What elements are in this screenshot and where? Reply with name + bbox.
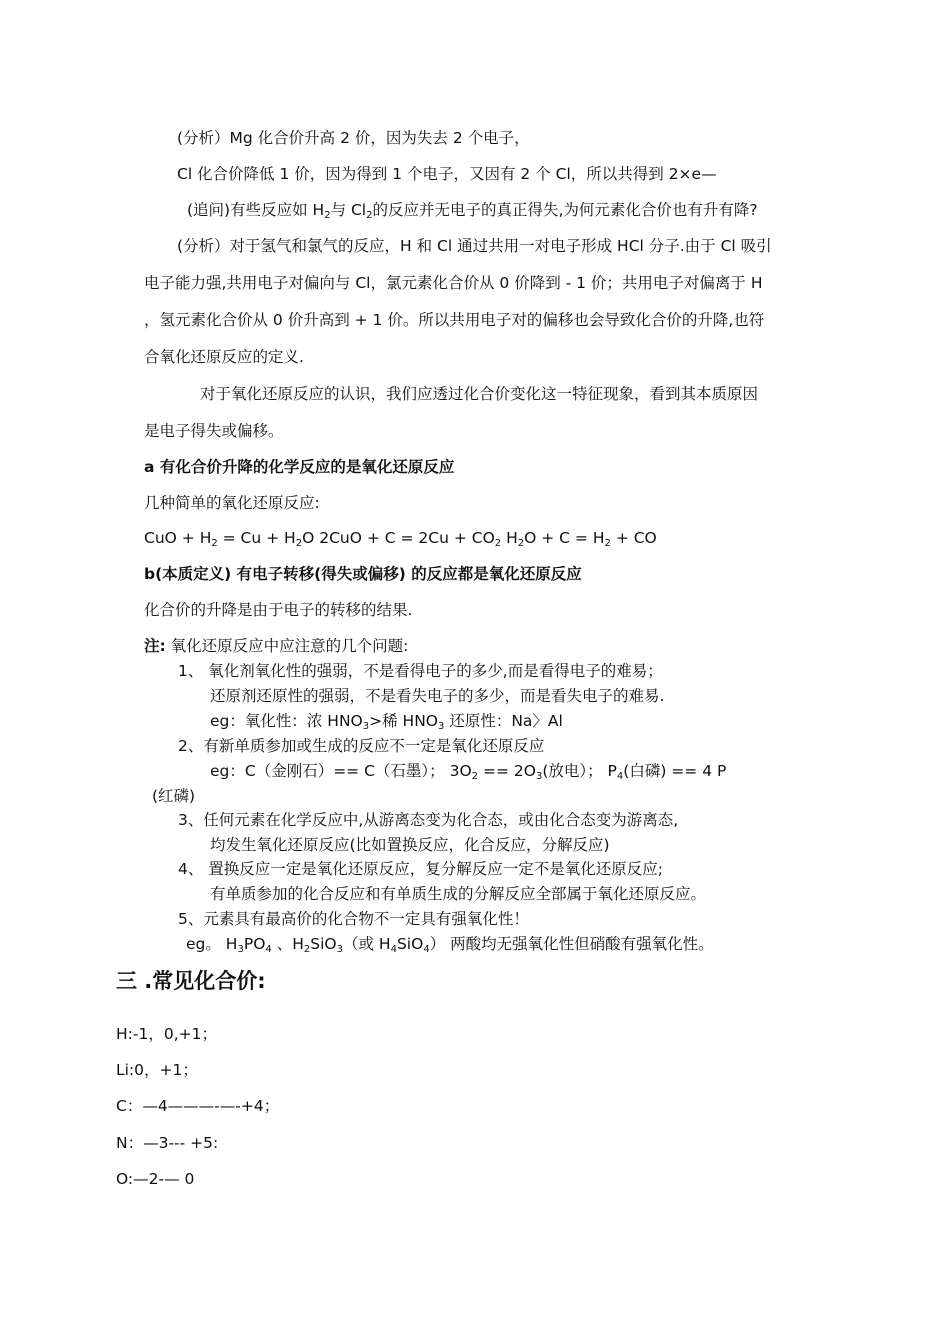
essence-line1: 对于氧化还原反应的认识，我们应透过化合价变化这一特征现象，看到其本质原因	[200, 385, 759, 403]
notes-title: 注: 氧化还原反应中应注意的几个问题:	[144, 637, 409, 655]
note-3-line1: 3、任何元素在化学反应中,从游离态变为化合态，或由化合态变为游离态,	[178, 811, 679, 829]
note-2-example-cont: (红磷)	[152, 787, 196, 805]
essence-line2: 是电子得失或偏移。	[144, 422, 284, 440]
note-3-line2: 均发生氧化还原反应(比如置换反应，化合反应，分解反应)	[210, 836, 610, 854]
note-1-line2: 还原剂还原性的强弱，不是看失电子的多少，而是看失电子的难易.	[210, 687, 665, 705]
analysis-hcl-line1: (分析）对于氢气和氯气的反应，H 和 Cl 通过共用一对电子形成 HCl 分子.由于 Cl 吸引	[177, 237, 772, 255]
valence-h: H:-1，0,+1；	[116, 1025, 217, 1043]
follow-up-question: (追问)有些反应如 $H_2$与 $Cl_2$的反应并无电子的真正得失,为何元素化合价也有升有降?	[187, 201, 758, 221]
simple-reactions-title: 几种简单的氧化还原反应:	[144, 494, 320, 512]
analysis-hcl-line3: ，氢元素化合价从 0 价升高到 + 1 价。所以共用电子对的偏移也会导致化合价的升降,也符	[144, 311, 765, 329]
valence-li: Li:0，+1；	[116, 1061, 198, 1079]
valence-o: O:—2-— 0	[116, 1170, 195, 1188]
analysis-hcl-line2: 电子能力强,共用电子对偏向与 Cl，氯元素化合价从 0 价降到 - 1 价；共用电子对偏离于 H	[144, 274, 763, 292]
note-2-example: eg：C（金刚石）== C（石墨）； $3O_2 == 2O_3$(放电）； $P_4$(白磷) == 4 P	[210, 762, 727, 782]
analysis-mg: (分析）Mg 化合价升高 2 价，因为失去 2 个电子，	[177, 129, 530, 147]
note-5-line1: 5、元素具有最高价的化合物不一定具有强氧化性！	[178, 910, 529, 928]
section-3-heading: 三 .常见化合价:	[116, 969, 266, 993]
note-4-line1: 4、 置换反应一定是氧化还原反应，复分解反应一定不是氧化还原反应;	[178, 860, 664, 878]
note-4-line2: 有单质参加的化合反应和有单质生成的分解反应全部属于氧化还原反应。	[210, 885, 707, 903]
analysis-cl: Cl 化合价降低 1 价，因为得到 1 个电子，又因有 2 个 Cl，所以共得到 2×e—	[177, 165, 717, 183]
note-5-example: eg。 $H_3PO_4$ 、$H_2SiO_3$（或 $H_4SiO_4$） 两酸均无强氧化性但硝酸有强氧化性。	[186, 935, 714, 955]
note-2-line1: 2、有新单质参加或生成的反应不一定是氧化还原反应	[178, 737, 545, 755]
definition-b-heading: b(本质定义) 有电子转移(得失或偏移) 的反应都是氧化还原反应	[144, 565, 582, 583]
valence-n: N：—3--- +5:	[116, 1134, 219, 1152]
note-1-line1: 1、 氧化剂氧化性的强弱，不是看得电子的多少,而是看得电子的难易；	[178, 662, 663, 680]
example-equations: CuO + $H_2 = Cu + H_2O$ $2CuO + C = 2Cu + CO_2$ $H_2O + C = H_2$ + CO	[144, 529, 657, 549]
analysis-hcl-line4: 合氧化还原反应的定义.	[144, 348, 304, 366]
valence-c: C：—4———-—-+4；	[116, 1097, 280, 1115]
definition-a-heading: a 有化合价升降的化学反应的是氧化还原反应	[144, 458, 455, 476]
note-1-example: eg：氧化性：浓 $HNO_3>$稀 $HNO_3$ 还原性：Na〉Al	[210, 712, 563, 732]
definition-b-text: 化合价的升降是由于电子的转移的结果.	[144, 601, 413, 619]
